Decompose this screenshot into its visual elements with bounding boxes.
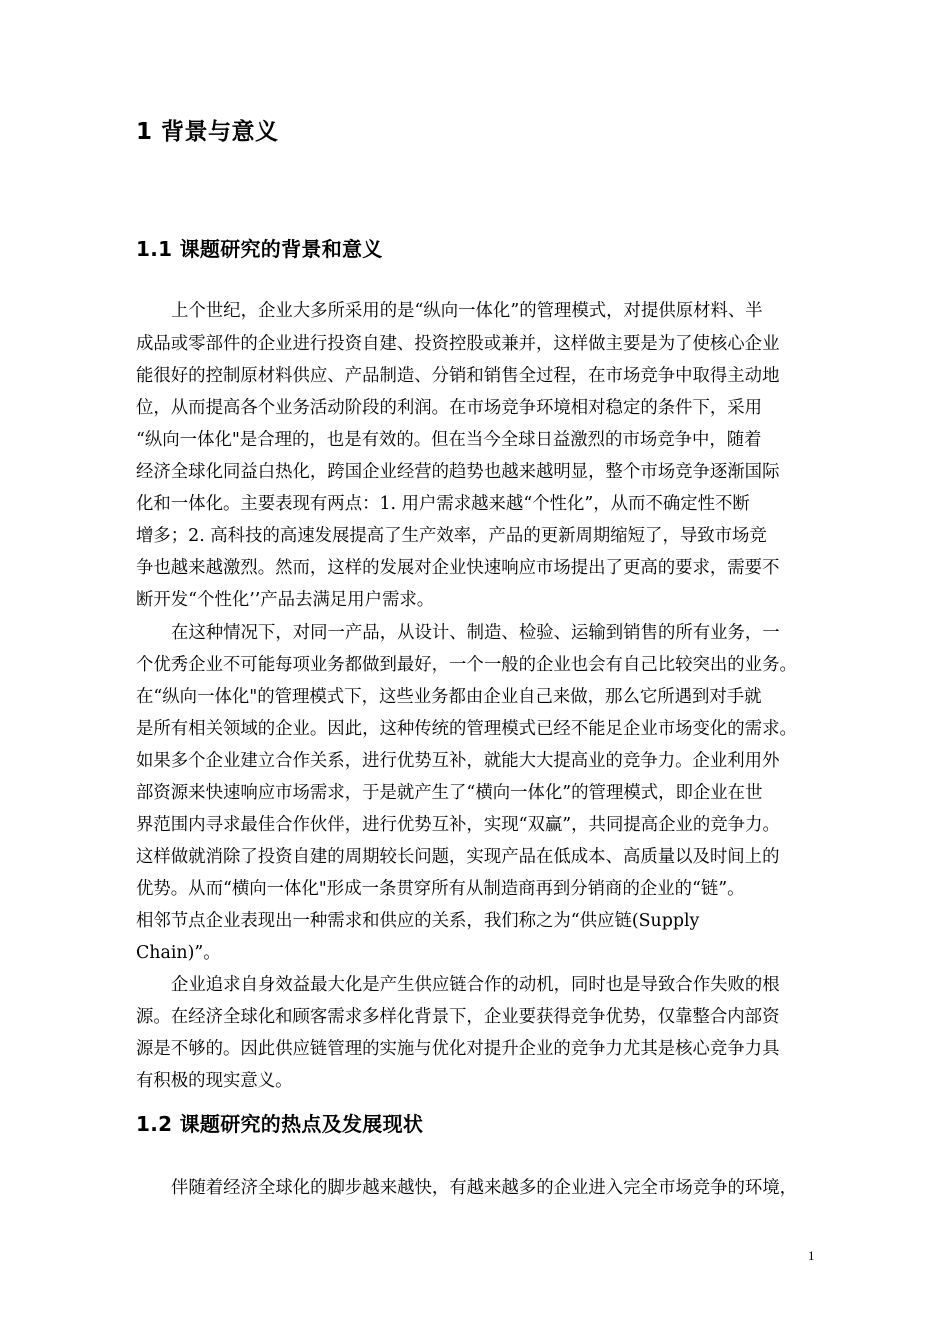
- body-line: 优势。从而“横向一体化"形成一条贯穿所有从制造商再到分销商的企业的“链”。: [136, 879, 745, 899]
- body-line: “纵向一体化"是合理的，也是有效的。但在当今全球日益激烈的市场竞争中，随着: [136, 430, 762, 450]
- body-line: 源。在经济全球化和顾客需求多样化背景下，企业要获得竞争优势，仅靠整合内部资: [136, 1007, 780, 1027]
- section-1-2-heading: 1.2 课题研究的热点及发展现状: [136, 1112, 424, 1136]
- body-line: 伴随着经济全球化的脚步越来越快，有越来越多的企业进入完全市场竞争的环境，: [171, 1178, 798, 1198]
- body-line: 源是不够的。因此供应链管理的实施与优化对提升企业的竞争力尤其是核心竞争力具: [136, 1039, 780, 1059]
- body-line: 相邻节点企业表现出一种需求和供应的关系，我们称之为“供应链(Supply: [136, 911, 700, 931]
- body-line: 部资源来快速响应市场需求，于是就产生了“横向一体化”的管理模式，即企业在世: [136, 783, 763, 803]
- body-line: 企业追求自身效益最大化是产生供应链合作的动机，同时也是导致合作失败的根: [171, 975, 780, 995]
- body-line: 上个世纪，企业大多所采用的是“纵向一体化”的管理模式，对提供原材料、半: [171, 301, 763, 321]
- body-line: Chain)”。: [136, 943, 221, 963]
- body-line: 个优秀企业不可能每项业务都做到最好，一个一般的企业也会有自己比较突出的业务。: [136, 655, 797, 675]
- body-line: 能很好的控制原材料供应、产品制造、分销和销售全过程，在市场竞争中取得主动地: [136, 366, 780, 386]
- body-line: 经济全球化同益白热化，跨国企业经营的趋势也越来越明显，整个市场竞争逐渐国际: [136, 462, 780, 482]
- body-line: 位，从而提高各个业务活动阶段的利润。在市场竞争环境相对稳定的条件下，采用: [136, 398, 763, 418]
- body-line: 是所有相关领域的企业。因此，这种传统的管理模式已经不能足企业市场变化的需求。: [136, 719, 797, 739]
- section-1-1-heading: 1.1 课题研究的背景和意义: [136, 237, 383, 261]
- body-line: 有积极的现实意义。: [136, 1071, 293, 1091]
- body-line: 界范围内寻求最佳合作伙伴，进行优势互补，实现“双赢”，共同提高企业的竞争力。: [136, 815, 780, 835]
- body-line: 如果多个企业建立合作关系，进行优势互补，就能大大提高业的竞争力。企业利用外: [136, 751, 780, 771]
- body-line: 增多；2. 高科技的高速发展提高了生产效率，产品的更新周期缩短了，导致市场竞: [136, 526, 767, 546]
- chapter-heading: 1 背景与意义: [136, 119, 279, 145]
- body-line: 这样做就消除了投资自建的周期较长问题，实现产品在低成本、高质量以及时间上的: [136, 847, 780, 867]
- body-line: 在“纵向一体化"的管理模式下，这些业务都由企业自己来做，那么它所遇到对手就: [136, 687, 762, 707]
- body-line: 断开发“个性化’’产品去满足用户需求。: [136, 590, 435, 610]
- body-line: 化和一体化。主要表现有两点：1. 用户需求越来越“个性化”，从而不确定性不断: [136, 494, 750, 514]
- page-number: 1: [808, 1248, 815, 1263]
- body-line: 争也越来越激烈。然而，这样的发展对企业快速响应市场提出了更高的要求，需要不: [136, 558, 780, 578]
- body-line: 成品或零部件的企业进行投资自建、投资控股或兼并，这样做主要是为了使核心企业: [136, 334, 780, 354]
- body-line: 在这种情况下，对同一产品，从设计、制造、检验、运输到销售的所有业务，一: [171, 623, 780, 643]
